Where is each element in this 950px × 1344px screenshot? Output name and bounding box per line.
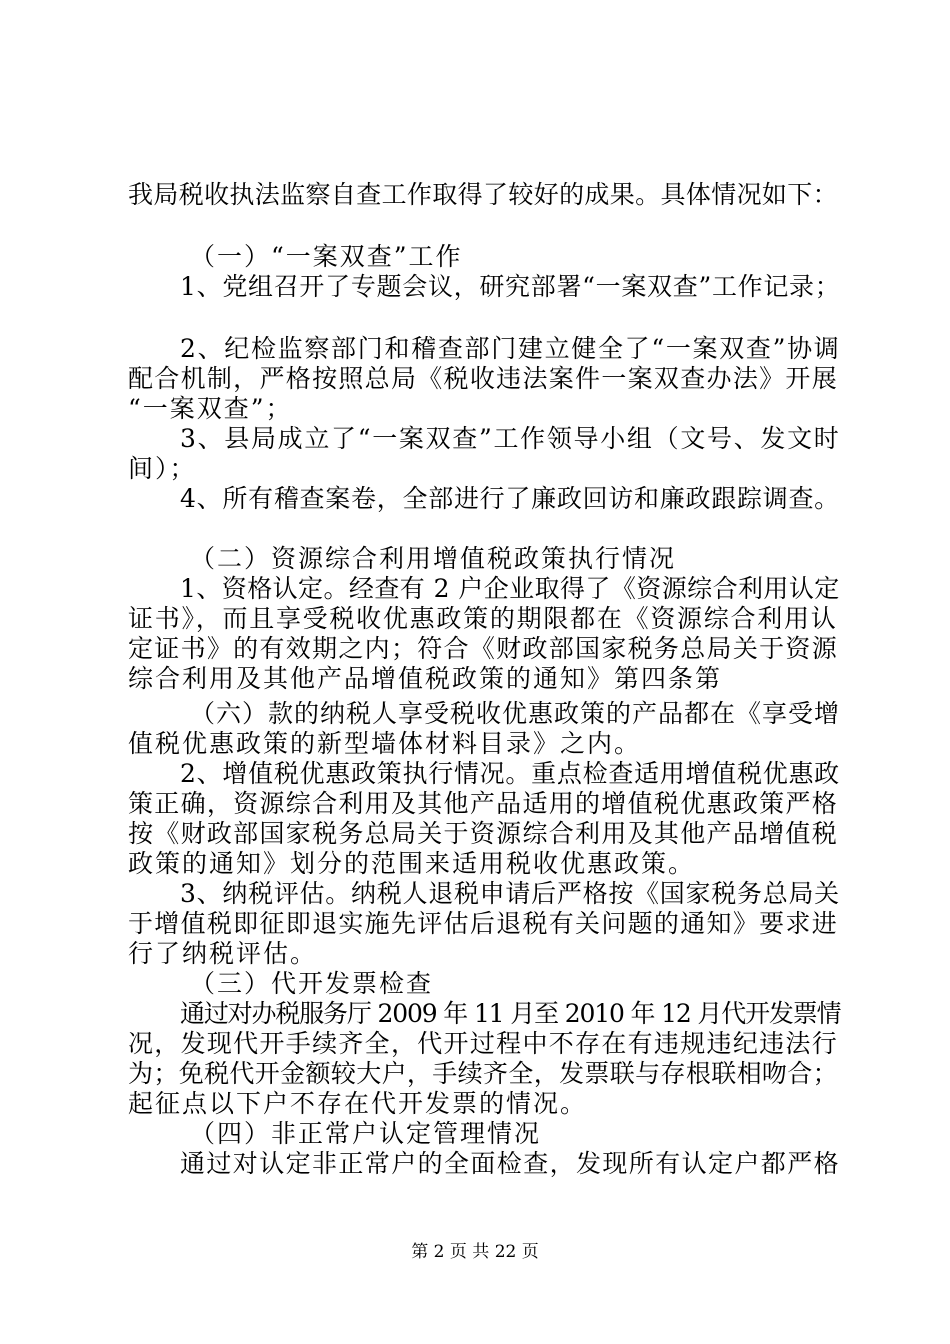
paragraph-line: 政策的通知》划分的范围来适用税收优惠政策。 bbox=[128, 849, 696, 878]
paragraph-line: 配合机制，严格按照总局《税收违法案件一案双查办法》开展 bbox=[128, 364, 839, 393]
paragraph-line: 3、县局成立了“一案双查”工作领导小组（文号、发文时 bbox=[180, 424, 841, 453]
paragraph-line: 况，发现代开手续齐全，代开过程中不存在有违规违纪违法行 bbox=[128, 1029, 839, 1058]
paragraph-line: 起征点以下户不存在代开发票的情况。 bbox=[128, 1089, 588, 1118]
paragraph-line: 为；免税代开金额较大户，手续齐全，发票联与存根联相吻合； bbox=[128, 1059, 839, 1088]
paragraph-line: 证书》，而且享受税收优惠政策的期限都在《资源综合利用认 bbox=[128, 604, 838, 633]
section-heading-4: （四）非正常户认定管理情况 bbox=[190, 1119, 542, 1148]
paragraph-line: （六）款的纳税人享受税收优惠政策的产品都在《享受增 bbox=[190, 699, 841, 728]
paragraph-line: 行了纳税评估。 bbox=[128, 939, 318, 968]
paragraph-line: 3、纳税评估。纳税人退税申请后严格按《国家税务总局关 bbox=[180, 879, 840, 908]
paragraph-line: 按《财政部国家税务总局关于资源综合利用及其他产品增值税 bbox=[128, 819, 839, 848]
paragraph-line: 值税优惠政策的新型墙体材料目录》之内。 bbox=[128, 729, 642, 758]
paragraph-line: 通过对办税服务厅 2009 年 11 月至 2010 年 12 月代开发票情 bbox=[180, 999, 841, 1028]
section-heading-1: （一）“一案双查”工作 bbox=[190, 242, 463, 271]
section-heading-2: （二）资源综合利用增值税政策执行情况 bbox=[190, 544, 677, 573]
paragraph-line: 于增值税即征即退实施先评估后退税有关问题的通知》要求进 bbox=[128, 909, 839, 938]
paragraph-line: 1、党组召开了专题会议，研究部署“一案双查”工作记录； bbox=[180, 272, 841, 301]
paragraph-line: 我局税收执法监察自查工作取得了较好的成果。具体情况如下： bbox=[128, 180, 839, 209]
paragraph-line: 1、资格认定。经查有 2 户企业取得了《资源综合利用认定 bbox=[180, 574, 840, 603]
paragraph-line: 间）； bbox=[128, 454, 197, 483]
paragraph-line: 2、增值税优惠政策执行情况。重点检查适用增值税优惠政 bbox=[180, 759, 840, 788]
section-heading-3: （三）代开发票检查 bbox=[190, 969, 434, 998]
paragraph-line: 2、纪检监察部门和稽查部门建立健全了“一案双查”协调 bbox=[180, 334, 841, 363]
paragraph-line: 通过对认定非正常户的全面检查，发现所有认定户都严格 bbox=[180, 1149, 841, 1178]
paragraph-line: 4、所有稽查案卷，全部进行了廉政回访和廉政跟踪调查。 bbox=[180, 484, 840, 513]
page-number-footer: 第 2 页 共 22 页 bbox=[411, 1242, 539, 1262]
paragraph-line: 定证书》的有效期之内；符合《财政部国家税务总局关于资源 bbox=[128, 634, 839, 663]
paragraph-line: 策正确，资源综合利用及其他产品适用的增值税优惠政策严格 bbox=[128, 789, 839, 818]
paragraph-line: 综合利用及其他产品增值税政策的通知》第四条第 bbox=[128, 664, 723, 693]
paragraph-line: “一案双查”； bbox=[128, 394, 293, 423]
